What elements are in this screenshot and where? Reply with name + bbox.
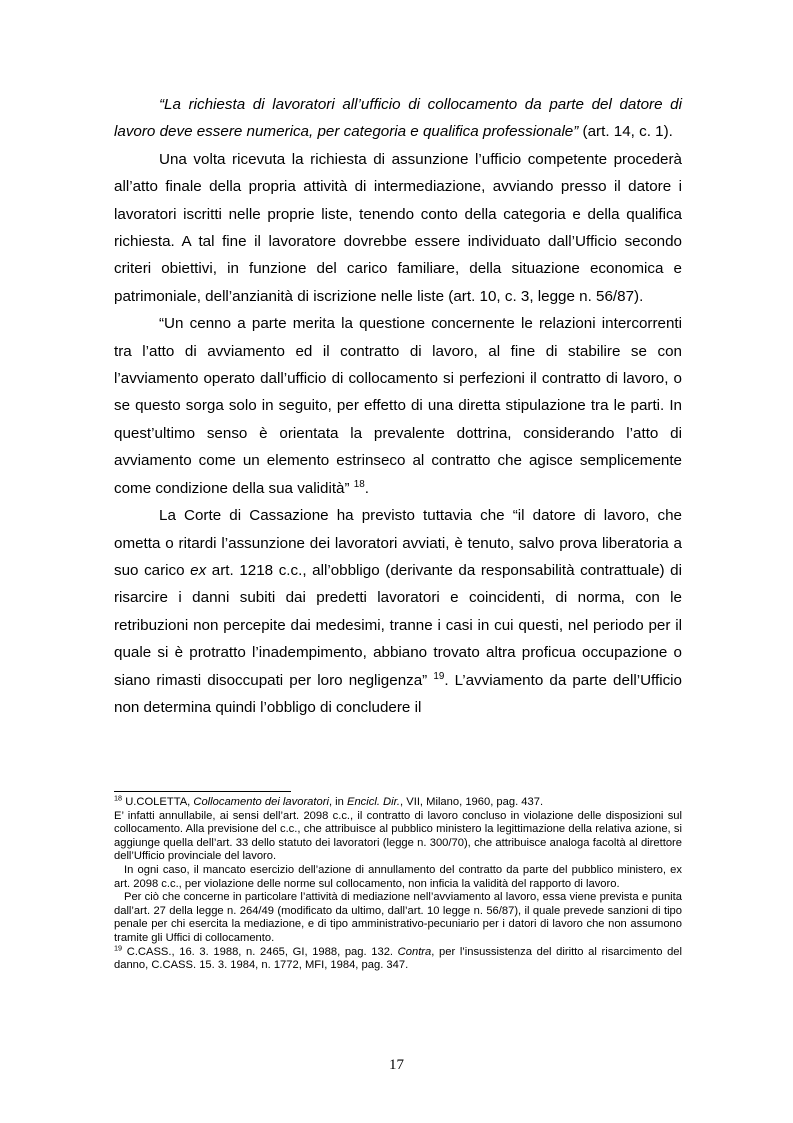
- italic-term: ex: [190, 561, 207, 579]
- footnote-ref-19[interactable]: 19: [433, 670, 445, 682]
- page-number: 17: [389, 1057, 404, 1073]
- footnote-18: [114, 793, 682, 810]
- footnote-text: , per l’insussistenza del diritto al risarcimento del danno, C.CASS. 15. 3. 1984, n. 1772, MFI, 1984, pag. 347.: [114, 945, 682, 972]
- footnote-title: Collocamento dei lavoratori: [193, 796, 329, 808]
- footnote-18-continued: In ogni caso, il mancato esercizio dell’azione di annullamento del contratto da parte del pubblico ministero, ex art. 2098 c.c., per violazione delle norme sul collocamento, non inficia la validità del rapporto di lavoro.: [114, 863, 682, 890]
- footnote-18-continued: Per ciò che concerne in particolare l’attività di mediazione nell’avviamento al lavoro, essa viene prevista e punita dall’art. 27 della legge n. 264/49 (modificato da ultimo, dall’art. 10 legge n. 56/87), il quale prevede sanzioni di tipo penale per chi esercita la mediazione, e di tipo amministrativo-pecuniario per i datori di lavoro che non assumono tramite gli Uffici di collocamento.: [114, 891, 682, 944]
- paragraph-text: La Corte di Cassazione ha previsto tuttavia che “il datore di lavoro, che ometta o ritardi l’assunzione dei lavoratori avviati, è tenuto, salvo prova liberatoria a suo carico: [114, 507, 682, 579]
- quote-text: “La richiesta di lavoratori all’ufficio di collocamento da parte del datore di lavoro deve essere numerica, per categoria e qualifica professionale”: [114, 96, 682, 141]
- paragraph-text: .: [364, 479, 369, 497]
- body-text: [114, 91, 682, 721]
- paragraph-text: (art. 14, c. 1).: [578, 123, 673, 141]
- footnote-separator: [114, 791, 291, 792]
- paragraph-4: [114, 502, 682, 721]
- footnote-author: U.COLETTA,: [122, 796, 194, 808]
- paragraph-1: [114, 91, 682, 146]
- footnote-text: , VII, Milano, 1960, pag. 437.: [400, 796, 544, 808]
- footnote-18-continued: E’ infatti annullabile, ai sensi dell’art. 2098 c.c., il contratto di lavoro concluso in violazione delle disposizioni sul collocamento. Alla previsione del c.c., che attribuisce al pubblico ministero la legittimazione della relativa azione, si aggiunge quella dell’art. 33 dello statuto dei lavoratori (legge n. 300/70), che attribuisce analoga facoltà al direttore dell’Ufficio provinciale del lavoro.: [114, 809, 682, 863]
- footnote-number: 18: [114, 793, 123, 803]
- footnote-ref-18[interactable]: 18: [353, 478, 365, 490]
- paragraph-text: art. 1218 c.c., all’obbligo (derivante da responsabilità contrattuale) di risarcire i danni subiti dai predetti lavoratori e coincidenti, di norma, con le retribuzioni non percepite dai medesimi, tranne i casi in cui questi, nel periodo per il quale si è protratto l’inadempimento, abbiano trovato altra proficua occupazione o siano rimasti disoccupati per loro negligenza”: [114, 561, 682, 689]
- paragraph-2: Una volta ricevuta la richiesta di assunzione l’ufficio competente procederà all’atto finale della propria attività di intermediazione, avviando presso il datore i lavoratori iscritti nelle proprie liste, tenendo conto della categoria e della qualifica richiesta. A tal fine il lavoratore dovrebbe essere individuato dall’Ufficio secondo criteri obiettivi, in funzione del carico familiare, della situazione economica e patrimoniale, dell’anzianità di iscrizione nelle liste (art. 10, c. 3, legge n. 56/87).: [114, 150, 682, 305]
- footnote-journal: Encicl. Dir.: [346, 796, 401, 808]
- footnote-19: [114, 942, 682, 973]
- footnote-italic: Contra: [397, 945, 432, 958]
- footnotes: [114, 793, 682, 973]
- paragraph-3: [114, 310, 682, 502]
- footnote-text: C.CASS., 16. 3. 1988, n. 2465, GI, 1988, pag. 132.: [122, 945, 398, 958]
- footnote-text: , in: [328, 796, 347, 808]
- paragraph-text: “Un cenno a parte merita la questione concernente le relazioni intercorrenti tra l’atto di avviamento ed il contratto di lavoro, al fine di stabilire se con l’avviamento operato dall’ufficio di collocamento si perfezioni il contratto di lavoro, o se questo sorga solo in seguito, per effetto di una diretta stipulazione tra le parti. In quest’ultimo senso è orientata la prevalente dottrina, considerando l’atto di avviamento come un elemento estrinseco al contratto che agisce semplicemente come condizione della sua validità”: [114, 315, 682, 497]
- paragraph-text: . L’avviamento da parte dell’Ufficio non determina quindi l’obbligo di concludere il: [114, 671, 682, 716]
- footnote-number: 19: [114, 942, 123, 952]
